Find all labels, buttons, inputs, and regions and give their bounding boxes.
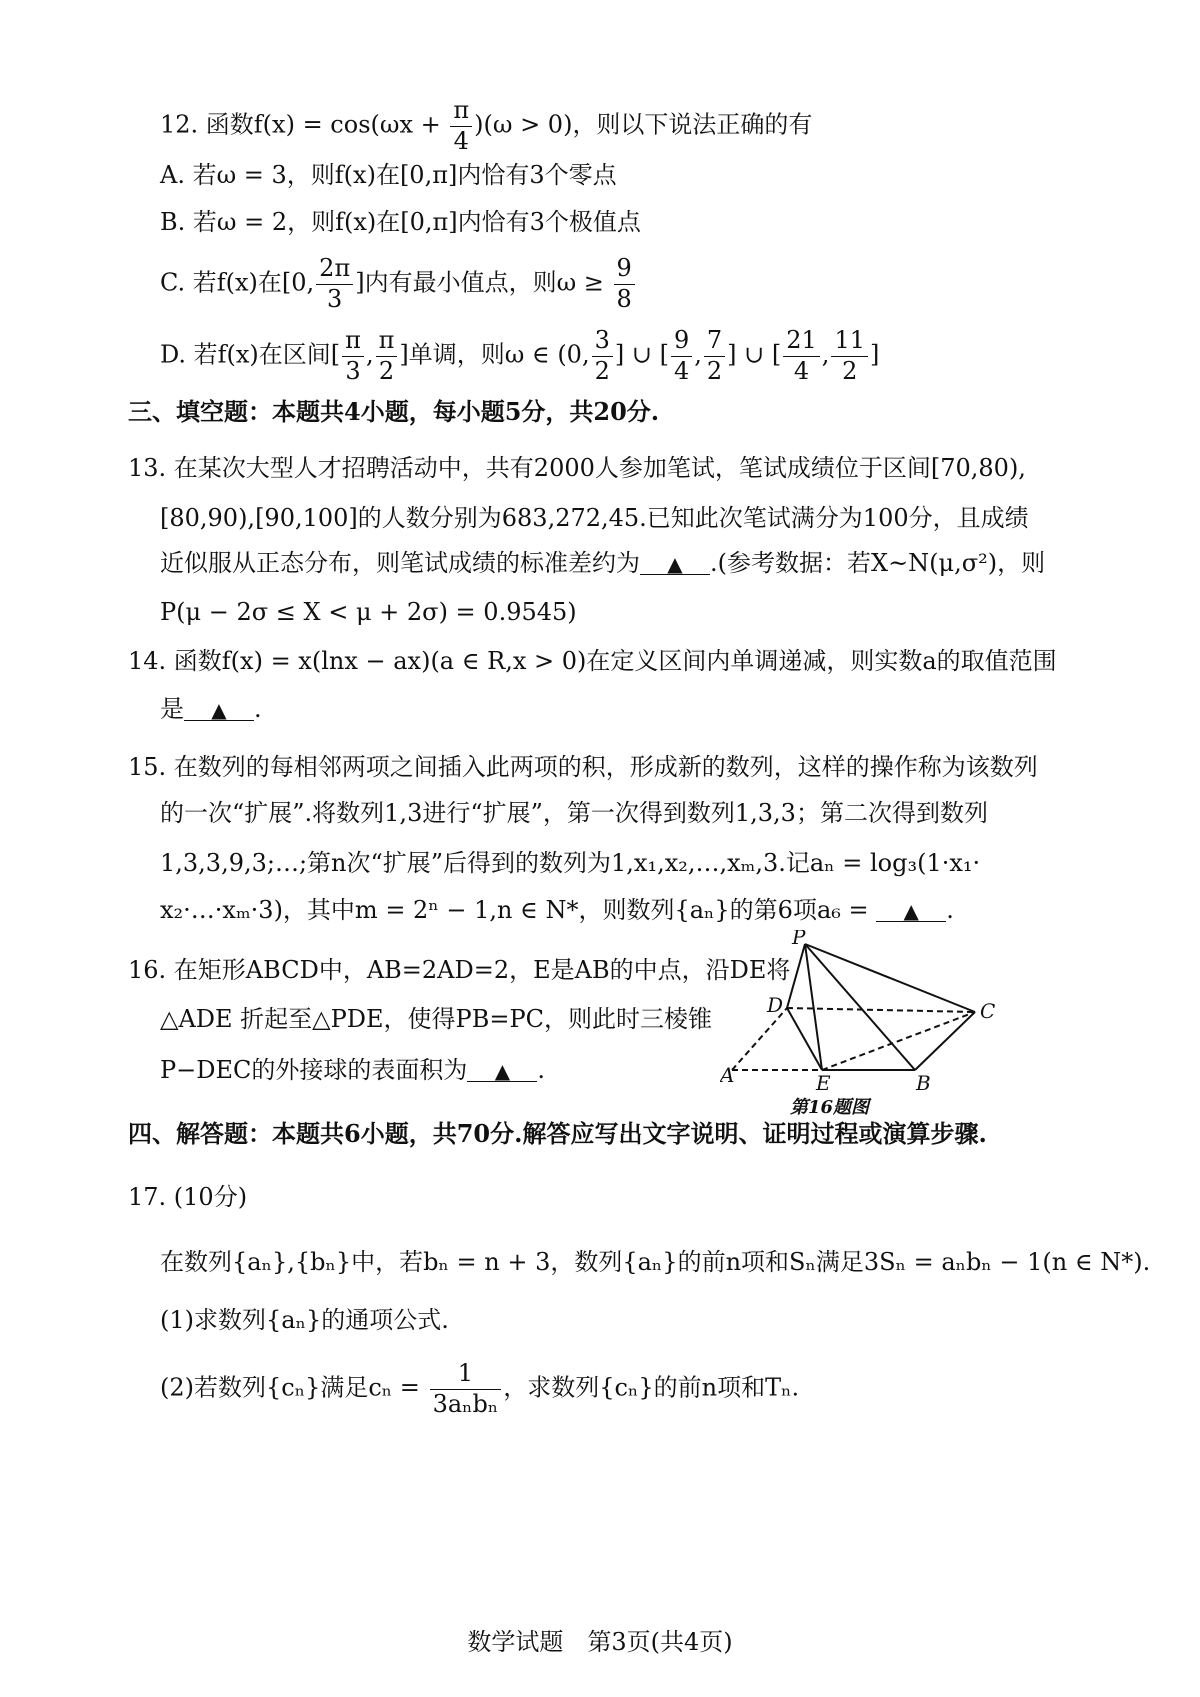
edge-de (787, 1008, 822, 1070)
frac (783, 327, 820, 385)
frac-den: 3 (327, 284, 343, 313)
q12-frac (450, 97, 472, 155)
q14-line2 (160, 697, 262, 721)
edge-pe (805, 944, 822, 1070)
q15-line2: 的一次“扩展”.将数列1,3进行“扩展”，第一次得到数列1,3,3；第二次得到数列 (160, 799, 988, 827)
frac (704, 327, 725, 385)
q15-line4-post: . (946, 896, 954, 924)
edge-bc (915, 1012, 975, 1070)
q14-line1: 14. 函数f(x) = x(lnx − ax)(a ∈ R,x > 0)在定义区间内单调递减，则实数a的取值范围 (128, 647, 1057, 675)
q12-c-mid: ]内有最小值点，则ω ≥ (355, 268, 612, 297)
section-3-heading: 三、填空题：本题共4小题，每小题5分，共20分. (128, 397, 660, 426)
frac (592, 327, 613, 385)
q13-line2: [80,90),[90,100]的人数分别为683,272,45.已知此次笔试满分为100分，且成绩 (160, 504, 1029, 532)
q12-stem-post: )(ω > 0)，则以下说法正确的有 (474, 110, 813, 139)
q15-line4 (160, 898, 954, 922)
q14-line2-post: . (254, 695, 262, 723)
q17-part1: (1)求数列{aₙ}的通项公式. (160, 1306, 449, 1334)
q17-line1: 在数列{aₙ},{bₙ}中，若bₙ = n + 3，数列{aₙ}的前n项和Sₙ满足3Sₙ = aₙbₙ − 1(n ∈ N*). (160, 1248, 1151, 1276)
q16-line3 (160, 1058, 545, 1082)
frac-num: 2π (316, 255, 353, 285)
q13-line4: P(μ − 2σ ≤ X < μ + 2σ) = 0.9545) (160, 598, 577, 626)
label-p: P (792, 930, 806, 949)
frac-den: 2 (842, 356, 858, 385)
q12-d-mid2: ] ∪ [ (614, 340, 669, 369)
q12-option-b: B. 若ω = 2，则f(x)在[0,π]内恰有3个极值点 (160, 208, 641, 236)
q15-line4-pre: x₂·…·xₘ·3)，其中m = 2ⁿ − 1,n ∈ N*，则数列{aₙ}的第6项a₆ = (160, 896, 877, 924)
frac-num: 3 (592, 327, 613, 357)
edge-pd (787, 944, 805, 1008)
frac-num: 9 (671, 327, 692, 357)
frac-num: π (342, 327, 364, 357)
label-a: A (720, 1063, 735, 1087)
q12-c-frac2 (614, 255, 635, 313)
frac-num: π (376, 327, 398, 357)
sep: , (821, 340, 830, 369)
q17-part2-pre: (2)若数列{cₙ}满足cₙ = (160, 1373, 428, 1402)
frac-den: 2 (594, 356, 610, 385)
frac-num: 1 (430, 1360, 502, 1390)
q16-answer-blank[interactable]: ▲ (467, 1061, 537, 1082)
q12-option-c (160, 255, 637, 313)
frac-num: 9 (614, 255, 635, 285)
edge-ad (732, 1008, 787, 1070)
q16-line3-post: . (537, 1056, 546, 1084)
label-b: B (916, 1071, 931, 1095)
q17-heading: 17. (10分) (128, 1183, 248, 1211)
frac-den: 4 (673, 356, 690, 385)
frac-den: 3 (345, 356, 361, 385)
frac-den: 2 (378, 356, 395, 385)
q12-d-end: ] (869, 340, 880, 369)
q12-frac-den: 4 (453, 126, 469, 155)
label-c: C (980, 999, 996, 1023)
frac-num: 21 (783, 327, 820, 357)
q16-pyramid-figure (720, 930, 1020, 1120)
frac (671, 327, 692, 385)
sep: , (365, 340, 374, 369)
q12-c-pre: C. 若f(x)在[0, (160, 268, 315, 297)
frac-den: 4 (793, 356, 810, 385)
q15-answer-blank[interactable]: ▲ (876, 901, 946, 922)
frac-num: 11 (831, 327, 868, 357)
q12-frac-num: π (450, 97, 472, 127)
q17-frac (430, 1360, 502, 1418)
q12-d-pre: D. 若f(x)在区间[ (160, 340, 341, 369)
frac-num: 7 (704, 327, 725, 357)
edge-dc (787, 1008, 975, 1012)
q12-c-frac1 (316, 255, 353, 313)
q12-d-mid3: ] ∪ [ (727, 340, 782, 369)
frac (831, 327, 868, 385)
edge-ec (822, 1012, 975, 1070)
frac-den: 2 (706, 356, 723, 385)
section-4-heading: 四、解答题：本题共6小题，共70分.解答应写出文字说明、证明过程或演算步骤. (128, 1119, 987, 1148)
q16-line2: △ADE 折起至△PDE，使得PB=PC，则此时三棱锥 (160, 1005, 712, 1033)
page-footer: 数学试题 第3页(共4页) (467, 1628, 733, 1656)
sep: , (694, 340, 702, 369)
q12-option-a: A. 若ω = 3，则f(x)在[0,π]内恰有3个零点 (160, 161, 617, 189)
q13-line3 (160, 551, 1045, 575)
q14-answer-blank[interactable]: ▲ (184, 700, 254, 721)
q13-line3-post: .(参考数据：若X~N(μ,σ²)，则 (710, 549, 1046, 577)
q15-line1: 15. 在数列的每相邻两项之间插入此两项的积，形成新的数列，这样的操作称为该数列 (128, 753, 1038, 781)
frac-den: 3aₙbₙ (432, 1389, 499, 1418)
q16-line3-pre: P−DEC的外接球的表面积为 (160, 1056, 468, 1084)
q12-stem-text: 12. 函数f(x) = cos(ωx + (160, 110, 449, 139)
label-e: E (816, 1071, 831, 1095)
q17-part2-post: ，求数列{cₙ}的前n项和Tₙ. (503, 1373, 800, 1402)
edge-pb (805, 944, 915, 1070)
q14-line2-pre: 是 (160, 695, 184, 723)
frac (342, 327, 364, 385)
label-d: D (767, 993, 784, 1017)
q16-line1: 16. 在矩形ABCD中，AB=2AD=2，E是AB的中点，沿DE将 (128, 956, 791, 984)
figure-caption: 第16题图 (790, 1097, 870, 1118)
frac-den: 8 (616, 284, 632, 313)
frac (376, 327, 398, 385)
q12-stem (160, 97, 812, 155)
q13-answer-blank[interactable]: ▲ (640, 554, 710, 575)
q13-line1: 13. 在某次大型人才招聘活动中，共有2000人参加笔试，笔试成绩位于区间[70,80), (128, 454, 1026, 482)
q12-d-mid1: ]单调，则ω ∈ (0, (399, 340, 590, 369)
q15-line3: 1,3,3,9,3;…;第n次“扩展”后得到的数列为1,x₁,x₂,…,xₘ,3.记aₙ = log₃(1·x₁· (160, 849, 981, 877)
edge-pc (805, 944, 975, 1012)
q17-part2 (160, 1360, 799, 1418)
q12-option-d (160, 327, 879, 385)
q13-line3-pre: 近似服从正态分布，则笔试成绩的标准差约为 (160, 549, 640, 577)
